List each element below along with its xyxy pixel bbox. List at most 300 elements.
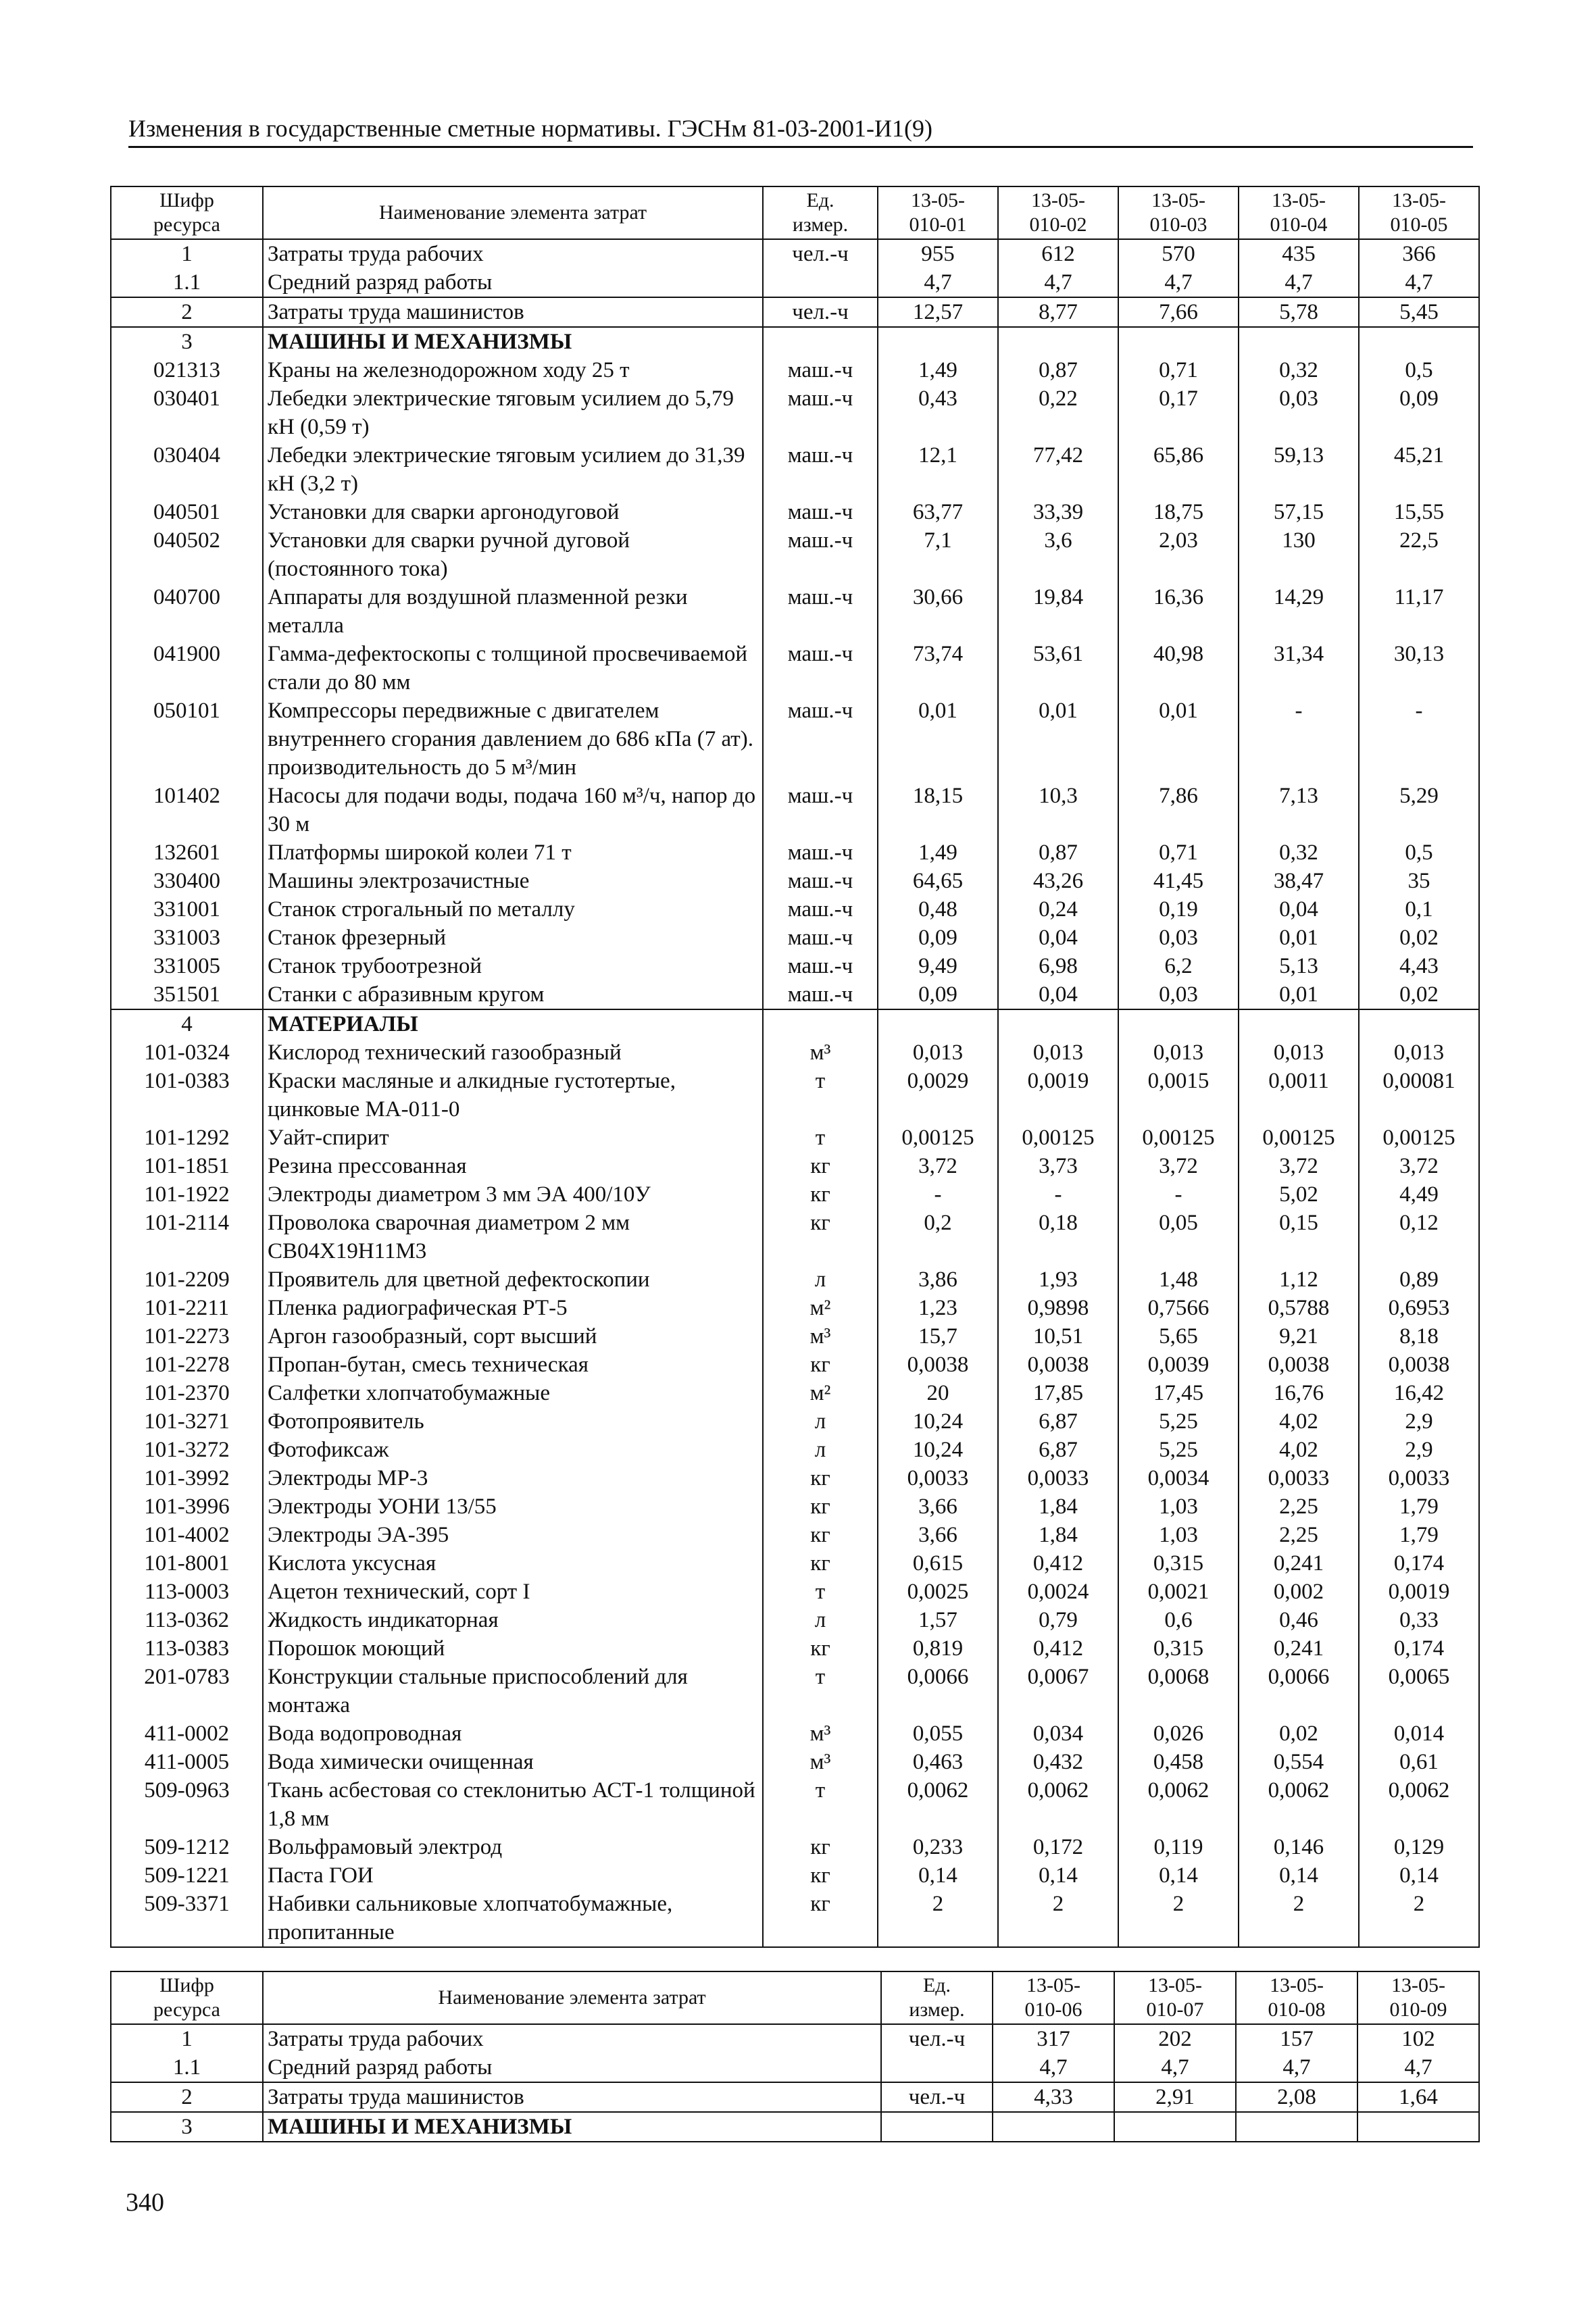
unit-of-measure: маш.-ч	[763, 526, 878, 583]
norm-value: 0,03	[1118, 924, 1239, 952]
cost-element-name: Машины электрозачистные	[263, 867, 763, 895]
norm-value: 3,72	[1239, 1152, 1359, 1180]
norm-value: 4,43	[1359, 952, 1479, 980]
table-row	[111, 895, 1479, 924]
cost-element-name: Резина прессованная	[263, 1152, 763, 1180]
resource-code: 030404	[111, 441, 263, 498]
resource-code: 2	[111, 2082, 263, 2112]
norm-value: 0,0019	[1359, 1578, 1479, 1606]
resource-code: 101-8001	[111, 1549, 263, 1578]
norm-value: 0,00081	[1359, 1067, 1479, 1124]
norm-value: 6,98	[998, 952, 1118, 980]
resource-code: 101-2278	[111, 1351, 263, 1379]
norm-value: 77,42	[998, 441, 1118, 498]
norm-value: 0,0033	[878, 1464, 998, 1492]
unit-of-measure: маш.-ч	[763, 980, 878, 1009]
table-row	[111, 1549, 1479, 1578]
norm-value: 0,1	[1359, 895, 1479, 924]
resource-code: 2	[111, 297, 263, 327]
table-row	[111, 1152, 1479, 1180]
resource-code: 021313	[111, 356, 263, 384]
resource-code: 1	[111, 2024, 263, 2053]
norm-value: 0,0038	[878, 1351, 998, 1379]
norm-value: 2,9	[1359, 1407, 1479, 1436]
norm-value	[1239, 1009, 1359, 1038]
norm-value	[1118, 1009, 1239, 1038]
unit-of-measure: л	[763, 1265, 878, 1294]
resource-code: 101-2273	[111, 1322, 263, 1351]
norm-value: 2	[998, 1890, 1118, 1947]
page-header: Изменения в государственные сметные нормативы. ГЭСНм 81-03-2001-И1(9)	[128, 114, 1473, 148]
norm-value: 0,46	[1239, 1606, 1359, 1634]
unit-of-measure: маш.-ч	[763, 952, 878, 980]
norm-value: 9,49	[878, 952, 998, 980]
table-header-row	[111, 1971, 1479, 2024]
norm-value: 5,02	[1239, 1180, 1359, 1209]
norm-value: 0,00125	[1239, 1124, 1359, 1152]
resource-code: 1.1	[111, 2053, 263, 2082]
norm-value	[993, 2112, 1114, 2142]
norm-value: 0,458	[1118, 1748, 1239, 1776]
norm-value: 3,73	[998, 1152, 1118, 1180]
norm-header: 13-05- 010-06	[993, 1971, 1114, 2024]
norm-value: 4,7	[1114, 2053, 1236, 2082]
norm-value: 0,09	[878, 980, 998, 1009]
norm-value: 3,66	[878, 1492, 998, 1521]
norm-value: 1,03	[1118, 1521, 1239, 1549]
norm-value: 4,02	[1239, 1407, 1359, 1436]
norm-value: 2	[1359, 1890, 1479, 1947]
norm-value: 0,0015	[1118, 1067, 1239, 1124]
norm-value: 14,29	[1239, 583, 1359, 640]
norm-value: 0,0038	[1239, 1351, 1359, 1379]
norm-header: 13-05- 010-03	[1118, 186, 1239, 239]
norm-value: 0,02	[1359, 924, 1479, 952]
norm-value: 1,49	[878, 356, 998, 384]
norm-value: 6,87	[998, 1407, 1118, 1436]
unit-of-measure: м³	[763, 1038, 878, 1067]
norm-value: 0,09	[1359, 384, 1479, 441]
norm-value: 5,13	[1239, 952, 1359, 980]
table-row	[111, 384, 1479, 441]
resource-code: 101-2209	[111, 1265, 263, 1294]
norm-value: 0,0033	[1359, 1464, 1479, 1492]
norm-value: 41,45	[1118, 867, 1239, 895]
norm-header: 13-05- 010-08	[1236, 1971, 1357, 2024]
norm-value: 0,89	[1359, 1265, 1479, 1294]
norm-value: -	[878, 1180, 998, 1209]
norm-value	[1239, 327, 1359, 356]
norm-value: 35	[1359, 867, 1479, 895]
resource-code: 101-4002	[111, 1521, 263, 1549]
norm-value: 0,172	[998, 1833, 1118, 1861]
norm-value: 0,0067	[998, 1663, 1118, 1719]
cost-element-name: Вода водопроводная	[263, 1719, 763, 1748]
cost-element-name: Уайт-спирит	[263, 1124, 763, 1152]
resource-code: 040501	[111, 498, 263, 526]
cost-element-name: Фотопроявитель	[263, 1407, 763, 1436]
table-row	[111, 1067, 1479, 1124]
unit-of-measure: чел.-ч	[763, 239, 878, 268]
norm-value: 0,79	[998, 1606, 1118, 1634]
norm-value: 0,01	[1239, 924, 1359, 952]
norm-value: 0,48	[878, 895, 998, 924]
norm-value: 0,04	[998, 924, 1118, 952]
resource-code: 041900	[111, 640, 263, 697]
unit-of-measure: м²	[763, 1294, 878, 1322]
table-row	[111, 1379, 1479, 1407]
norm-value: 4,7	[1239, 268, 1359, 297]
unit-of-measure: маш.-ч	[763, 356, 878, 384]
norm-value: 0,17	[1118, 384, 1239, 441]
resource-code: 411-0005	[111, 1748, 263, 1776]
norm-value: 1,12	[1239, 1265, 1359, 1294]
table-row	[111, 1663, 1479, 1719]
table-row	[111, 640, 1479, 697]
norm-value: 5,29	[1359, 782, 1479, 838]
norm-value	[1359, 327, 1479, 356]
norm-value: 0,002	[1239, 1578, 1359, 1606]
norm-value: -	[998, 1180, 1118, 1209]
norm-value: 0,71	[1118, 356, 1239, 384]
cost-element-name: Фотофиксаж	[263, 1436, 763, 1464]
norm-value: 4,7	[1357, 2053, 1479, 2082]
cost-element-name: Краны на железнодорожном ходу 25 т	[263, 356, 763, 384]
norm-value: 0,71	[1118, 838, 1239, 867]
table-row	[111, 1180, 1479, 1209]
norm-value: 0,174	[1359, 1634, 1479, 1663]
norm-value: 0,14	[1359, 1861, 1479, 1890]
unit-of-measure: кг	[763, 1492, 878, 1521]
table-row	[111, 980, 1479, 1009]
table-row	[111, 1322, 1479, 1351]
norm-value: 30,66	[878, 583, 998, 640]
cost-element-name: Электроды МР-3	[263, 1464, 763, 1492]
norm-value	[1236, 2112, 1357, 2142]
norm-value: 40,98	[1118, 640, 1239, 697]
cost-element-name: Ткань асбестовая со стеклонитью АСТ-1 толщиной 1,8 мм	[263, 1776, 763, 1833]
norm-value: 0,0033	[998, 1464, 1118, 1492]
table-header-row	[111, 186, 1479, 239]
norm-value: 2,25	[1239, 1492, 1359, 1521]
norm-value: 2,25	[1239, 1521, 1359, 1549]
norm-value: 0,03	[1118, 980, 1239, 1009]
unit-of-measure: маш.-ч	[763, 782, 878, 838]
norm-value: 0,174	[1359, 1549, 1479, 1578]
resource-code: 201-0783	[111, 1663, 263, 1719]
norm-value: -	[1359, 697, 1479, 782]
norm-value: 0,0068	[1118, 1663, 1239, 1719]
norm-value: 0,00125	[998, 1124, 1118, 1152]
name-header: Наименование элемента затрат	[263, 186, 763, 239]
unit-of-measure	[763, 268, 878, 297]
norm-value: 0,819	[878, 1634, 998, 1663]
unit-of-measure: м³	[763, 1322, 878, 1351]
table-row	[111, 1748, 1479, 1776]
norm-value: 17,85	[998, 1379, 1118, 1407]
resource-code: 101-0324	[111, 1038, 263, 1067]
norm-value: 10,3	[998, 782, 1118, 838]
table-row	[111, 1009, 1479, 1038]
norm-value: 0,02	[1359, 980, 1479, 1009]
table-row	[111, 1606, 1479, 1634]
norm-value: 5,25	[1118, 1436, 1239, 1464]
norm-value: 435	[1239, 239, 1359, 268]
norm-value: 4,7	[878, 268, 998, 297]
table-row	[111, 697, 1479, 782]
norm-value: 8,77	[998, 297, 1118, 327]
cost-element-name: Конструкции стальные приспособлений для монтажа	[263, 1663, 763, 1719]
cost-element-name: МАТЕРИАЛЫ	[263, 1009, 763, 1038]
norm-value: 0,146	[1239, 1833, 1359, 1861]
table-row	[111, 268, 1479, 297]
cost-element-name: Салфетки хлопчатобумажные	[263, 1379, 763, 1407]
table-body	[111, 2024, 1479, 2142]
table-row	[111, 1719, 1479, 1748]
resource-code: 509-1212	[111, 1833, 263, 1861]
norm-value: 1,84	[998, 1492, 1118, 1521]
norm-value: 31,34	[1239, 640, 1359, 697]
norm-value: 1,48	[1118, 1265, 1239, 1294]
norm-value: 4,02	[1239, 1436, 1359, 1464]
norm-value: 17,45	[1118, 1379, 1239, 1407]
unit-of-measure: маш.-ч	[763, 498, 878, 526]
resource-code: 411-0002	[111, 1719, 263, 1748]
norm-value: 0,6953	[1359, 1294, 1479, 1322]
norm-value	[1357, 2112, 1479, 2142]
norm-value: 0,0062	[1359, 1776, 1479, 1833]
resource-code: 3	[111, 2112, 263, 2142]
resource-code: 509-0963	[111, 1776, 263, 1833]
norm-value: 4,7	[1236, 2053, 1357, 2082]
norm-value: 0,026	[1118, 1719, 1239, 1748]
norm-value: 0,00125	[1359, 1124, 1479, 1152]
table-row	[111, 441, 1479, 498]
norms-table-2	[110, 1971, 1480, 2142]
norm-value: 0,15	[1239, 1209, 1359, 1265]
norm-value: 0,6	[1118, 1606, 1239, 1634]
table-row	[111, 1265, 1479, 1294]
norm-value: 5,25	[1118, 1407, 1239, 1436]
table-row	[111, 1464, 1479, 1492]
unit-of-measure: кг	[763, 1634, 878, 1663]
norm-value: 0,013	[1118, 1038, 1239, 1067]
norm-value: 0,013	[878, 1038, 998, 1067]
cost-element-name: Порошок моющий	[263, 1634, 763, 1663]
cost-element-name: Гамма-дефектоскопы с толщиной просвечиваемой стали до 80 мм	[263, 640, 763, 697]
norm-value: 130	[1239, 526, 1359, 583]
cost-element-name: Станок фрезерный	[263, 924, 763, 952]
norm-header: 13-05- 010-04	[1239, 186, 1359, 239]
norm-value: 4,7	[1118, 268, 1239, 297]
norm-value: 2	[878, 1890, 998, 1947]
unit-of-measure: кг	[763, 1351, 878, 1379]
unit-of-measure: маш.-ч	[763, 441, 878, 498]
norm-value: 0,0066	[1239, 1663, 1359, 1719]
resource-code: 101-0383	[111, 1067, 263, 1124]
norm-value: 0,119	[1118, 1833, 1239, 1861]
norm-value: 3,86	[878, 1265, 998, 1294]
norm-value: 3,72	[1118, 1152, 1239, 1180]
resource-code: 509-1221	[111, 1861, 263, 1890]
resource-code: 040700	[111, 583, 263, 640]
norm-value: 0,0021	[1118, 1578, 1239, 1606]
norm-header: 13-05- 010-02	[998, 186, 1118, 239]
norm-value: 0,14	[1239, 1861, 1359, 1890]
table-row	[111, 1833, 1479, 1861]
cost-element-name: Насосы для подачи воды, подача 160 м³/ч, напор до 30 м	[263, 782, 763, 838]
cost-element-name: Краски масляные и алкидные густотертые, цинковые МА-011-0	[263, 1067, 763, 1124]
cost-element-name: Паста ГОИ	[263, 1861, 763, 1890]
norm-value: 1,64	[1357, 2082, 1479, 2112]
norm-value: 9,21	[1239, 1322, 1359, 1351]
resource-code: 030401	[111, 384, 263, 441]
norm-value: 0,14	[998, 1861, 1118, 1890]
table-row	[111, 1407, 1479, 1436]
table-row	[111, 2112, 1479, 2142]
cost-element-name: Кислород технический газообразный	[263, 1038, 763, 1067]
norm-value: 0,32	[1239, 356, 1359, 384]
norm-value: 0,0011	[1239, 1067, 1359, 1124]
resource-code: 351501	[111, 980, 263, 1009]
table-row	[111, 1038, 1479, 1067]
norm-value: 1,79	[1359, 1492, 1479, 1521]
cost-element-name: Лебедки электрические тяговым усилием до 31,39 кН (3,2 т)	[263, 441, 763, 498]
norm-value: 0,12	[1359, 1209, 1479, 1265]
unit-of-measure: л	[763, 1436, 878, 1464]
norm-value: 0,24	[998, 895, 1118, 924]
norm-value: 0,241	[1239, 1549, 1359, 1578]
cost-element-name: Установки для сварки ручной дуговой (постоянного тока)	[263, 526, 763, 583]
norm-value: 0,14	[878, 1861, 998, 1890]
norm-value: 157	[1236, 2024, 1357, 2053]
norm-value: 0,0024	[998, 1578, 1118, 1606]
unit-of-measure: м³	[763, 1748, 878, 1776]
unit-of-measure: т	[763, 1663, 878, 1719]
norm-value: 43,26	[998, 867, 1118, 895]
cost-element-name: Компрессоры передвижные с двигателем внутреннего сгорания давлением до 686 кПа (7 ат). производительность до 5 м³/мин	[263, 697, 763, 782]
norm-value: 1,03	[1118, 1492, 1239, 1521]
norm-value: 1,49	[878, 838, 998, 867]
table-row	[111, 1492, 1479, 1521]
norm-value: 1,57	[878, 1606, 998, 1634]
norm-value: 0,01	[1239, 980, 1359, 1009]
norm-value: 53,61	[998, 640, 1118, 697]
norm-value: 7,86	[1118, 782, 1239, 838]
norm-value: 0,7566	[1118, 1294, 1239, 1322]
norm-value: 18,15	[878, 782, 998, 838]
unit-of-measure: кг	[763, 1890, 878, 1947]
norm-value: 317	[993, 2024, 1114, 2053]
norm-value: 16,36	[1118, 583, 1239, 640]
resource-code: 113-0362	[111, 1606, 263, 1634]
table-row	[111, 1521, 1479, 1549]
norm-value: 64,65	[878, 867, 998, 895]
norm-value: 3,6	[998, 526, 1118, 583]
norm-value: 8,18	[1359, 1322, 1479, 1351]
resource-code: 040502	[111, 526, 263, 583]
norm-value: 5,45	[1359, 297, 1479, 327]
unit-of-measure: кг	[763, 1833, 878, 1861]
norm-header: 13-05- 010-07	[1114, 1971, 1236, 2024]
norm-value: 7,66	[1118, 297, 1239, 327]
cost-element-name: Проволока сварочная диаметром 2 мм СВ04Х19Н11М3	[263, 1209, 763, 1265]
cost-element-name: Проявитель для цветной дефектоскопии	[263, 1265, 763, 1294]
norm-value: 0,0038	[998, 1351, 1118, 1379]
norm-value: 0,09	[878, 924, 998, 952]
table-row	[111, 526, 1479, 583]
resource-code: 101-3992	[111, 1464, 263, 1492]
norm-value: 1,93	[998, 1265, 1118, 1294]
norm-value: 0,241	[1239, 1634, 1359, 1663]
norm-value: 0,615	[878, 1549, 998, 1578]
norm-value: 0,2	[878, 1209, 998, 1265]
norm-value: 0,19	[1118, 895, 1239, 924]
cost-element-name: Аппараты для воздушной плазменной резки металла	[263, 583, 763, 640]
table-row	[111, 838, 1479, 867]
unit-of-measure	[763, 327, 878, 356]
resource-code: 101-2370	[111, 1379, 263, 1407]
resource-code: 1	[111, 239, 263, 268]
norm-value: 7,13	[1239, 782, 1359, 838]
norm-value	[1118, 327, 1239, 356]
norm-value: 2	[1118, 1890, 1239, 1947]
norm-value	[1359, 1009, 1479, 1038]
norm-value: 10,24	[878, 1436, 998, 1464]
table-row	[111, 498, 1479, 526]
norm-value: 0,18	[998, 1209, 1118, 1265]
cost-element-name: Затраты труда рабочих	[263, 239, 763, 268]
norm-value: 0,43	[878, 384, 998, 441]
norm-value: 0,05	[1118, 1209, 1239, 1265]
resource-code: 101-3272	[111, 1436, 263, 1464]
cost-element-name: МАШИНЫ И МЕХАНИЗМЫ	[263, 327, 763, 356]
cost-element-name: Затраты труда машинистов	[263, 297, 763, 327]
norm-value: 38,47	[1239, 867, 1359, 895]
unit-of-measure: т	[763, 1124, 878, 1152]
cost-element-name: Пропан-бутан, смесь техническая	[263, 1351, 763, 1379]
norm-value: 0,554	[1239, 1748, 1359, 1776]
norm-value: -	[1239, 697, 1359, 782]
norm-value: 1,23	[878, 1294, 998, 1322]
unit-of-measure: маш.-ч	[763, 924, 878, 952]
norm-value: 2,03	[1118, 526, 1239, 583]
norm-value: -	[1118, 1180, 1239, 1209]
norm-value: 0,034	[998, 1719, 1118, 1748]
table-row	[111, 924, 1479, 952]
resource-code: 101-2211	[111, 1294, 263, 1322]
norm-header: 13-05- 010-01	[878, 186, 998, 239]
norm-value: 0,0029	[878, 1067, 998, 1124]
cost-element-name: Вода химически очищенная	[263, 1748, 763, 1776]
norm-value: 0,5	[1359, 356, 1479, 384]
norm-value: 7,1	[878, 526, 998, 583]
norm-value: 0,5	[1359, 838, 1479, 867]
norm-value: 45,21	[1359, 441, 1479, 498]
norm-value: 4,49	[1359, 1180, 1479, 1209]
norm-value: 5,65	[1118, 1322, 1239, 1351]
norm-value: 0,87	[998, 838, 1118, 867]
norm-value: 0,33	[1359, 1606, 1479, 1634]
norm-value: 0,32	[1239, 838, 1359, 867]
table-row	[111, 1436, 1479, 1464]
norm-value: 0,5788	[1239, 1294, 1359, 1322]
norm-value: 0,0062	[1118, 1776, 1239, 1833]
cost-element-name: Электроды ЭА-395	[263, 1521, 763, 1549]
cost-element-name: Затраты труда машинистов	[263, 2082, 881, 2112]
table-row	[111, 867, 1479, 895]
code-header: Шифр ресурса	[111, 186, 263, 239]
